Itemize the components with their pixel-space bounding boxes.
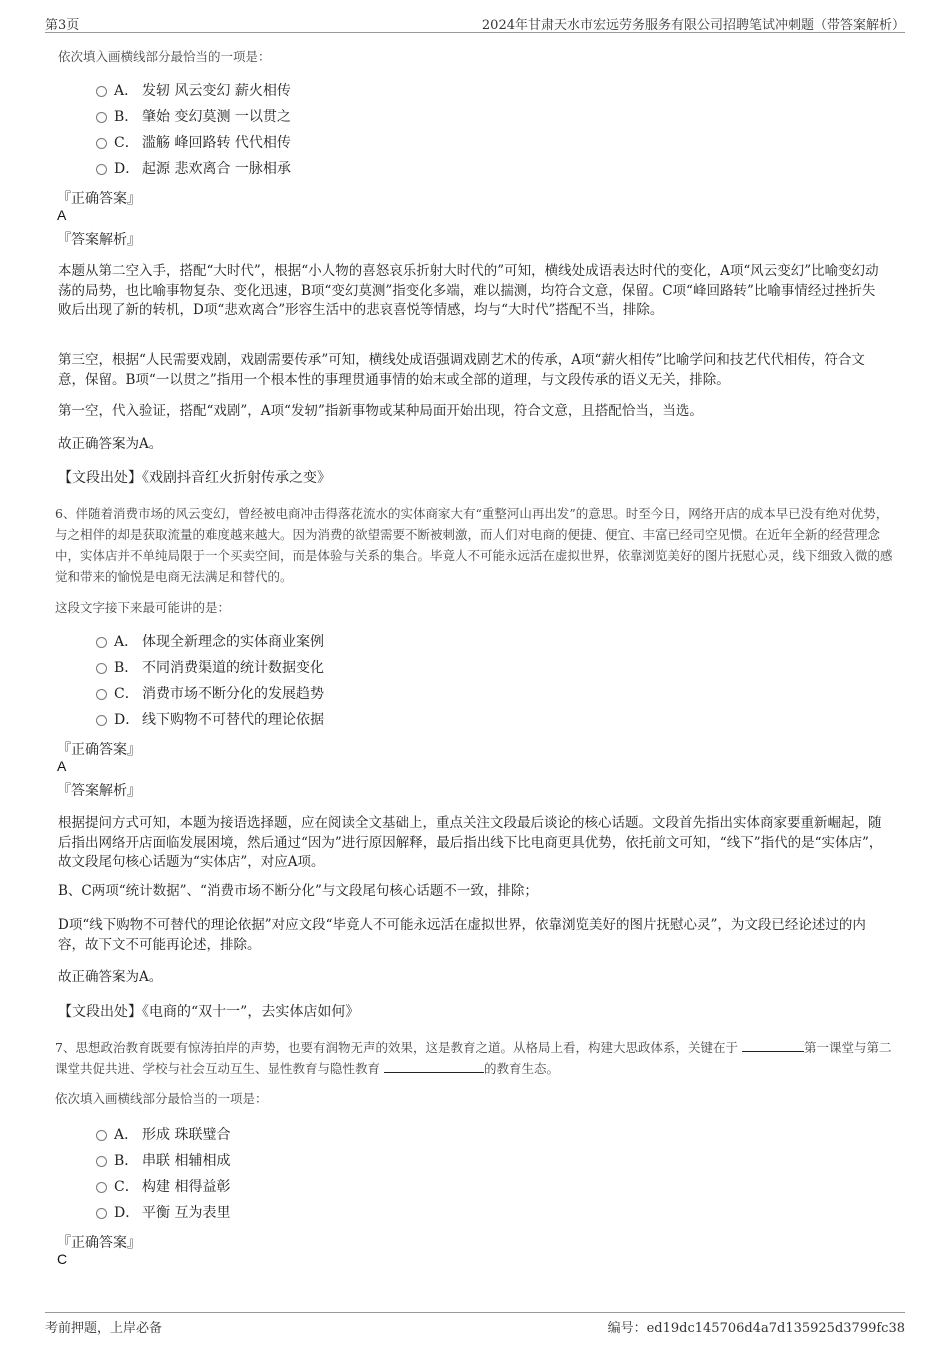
q7-stem: 7、思想政治教育既要有惊涛拍岸的声势，也要有润物无声的效果，这是教育之道。从格局上看，构建大思政体系，关键在于 第一课堂与第二课堂共促共进、学校与社会互动互生、显性教育与隐性教育 的教育生态。 (55, 1040, 892, 1076)
q5-analysis-p1: 本题从第二空入手，搭配“大时代”，根据“小人物的喜怒哀乐折射大时代的”可知，横线处成语表达时代的变化，A项“风云变幻”比喻变幻动荡的局势，也比喻事物复杂、变化迅速，B项“变幻莫测”指变化多端，难以揣测，均符合文意，保留。C项“峰回路转”比喻事情经过挫折失败后出现了新的转机，D项“悲欢离合”形容生活中的悲哀喜悦等情感，均与“大时代”搭配不当，排除。 (58, 263, 879, 318)
q7-option-a[interactable]: A． 形成 珠联璧合 (96, 1125, 230, 1145)
page-number: 第3页 (45, 18, 80, 33)
radio-icon[interactable] (96, 715, 107, 726)
page-footer (45, 1312, 905, 1337)
radio-icon[interactable] (96, 1182, 107, 1193)
q7-option-d[interactable]: D． 平衡 互为表里 (96, 1203, 230, 1223)
q6-option-b[interactable]: B． 不同消费渠道的统计数据变化 (96, 658, 324, 678)
q6-option-a[interactable]: A． 体现全新理念的实体商业案例 (96, 632, 324, 652)
q7-option-b[interactable]: B． 串联 相辅相成 (96, 1151, 230, 1171)
radio-icon[interactable] (96, 112, 107, 123)
q5-option-d[interactable]: D． 起源 悲欢离合 一脉相承 (96, 159, 291, 179)
q5-source: 【文段出处】《戏剧抖音红火折射传承之变》 (58, 470, 331, 486)
q6-answer: A (57, 758, 67, 774)
page-header (45, 12, 905, 33)
blank-line (742, 1039, 804, 1052)
radio-icon[interactable] (96, 1130, 107, 1141)
radio-icon[interactable] (96, 164, 107, 175)
q5-option-c[interactable]: C． 滥觞 峰回路转 代代相传 (96, 133, 291, 153)
q5-analysis-p2: 第三空，根据“人民需要戏剧，戏剧需要传承”可知，横线处成语强调戏剧艺术的传承，A项“薪火相传”比喻学问和技艺代代相传，符合文意，保留。B项“一以贯之”指用一个根本性的事理贯通事情的始末或全部的道理，与文段传承的语义无关，排除。 (58, 352, 865, 388)
q7-instruction: 依次填入画横线部分最恰当的一项是： (55, 1091, 268, 1106)
q6-stem: 6、伴随着消费市场的风云变幻，曾经被电商冲击得落花流水的实体商家大有“重整河山再出发”的意思。时至今日，网络开店的成本早已没有绝对优势，与之相伴的却是获取流量的难度越来越大。因为消费的欲望需要不断被刺激，而人们对电商的便捷、便宜、丰富已经司空见惯。在近年全新的经营理念中，实体店并不单纯局限于一个买卖空间，而是体验与关系的集合。毕竟人不可能永远活在虚拟世界，依靠浏览美好的图片抚慰心灵，线下细致入微的感觉和带来的愉悦是电商无法满足和替代的。 (55, 506, 893, 584)
q6-analysis-p3: D项“线下购物不可替代的理论依据”对应文段“毕竟人不可能永远活在虚拟世界，依靠浏览美好的图片抚慰心灵”，为文段已经论述过的内容，故下文不可能再论述，排除。 (58, 917, 866, 953)
q5-analysis-p4: 故正确答案为A。 (58, 436, 163, 452)
footer-slogan: 考前押题，上岸必备 (45, 1321, 163, 1336)
q5-analysis-p3: 第一空，代入验证，搭配“戏剧”，A项“发轫”指新事物或某种局面开始出现，符合文意，且搭配恰当，当选。 (58, 403, 703, 419)
radio-icon[interactable] (96, 689, 107, 700)
q5-analysis-label: 『答案解析』 (57, 232, 141, 248)
q6-analysis-p1: 根据提问方式可知，本题为接语选择题，应在阅读全文基础上，重点关注文段最后谈论的核心话题。文段首先指出实体商家要重新崛起，随后指出网络开店面临发展困境，然后通过“因为”进行原因解释，最后指出线下比电商更具优势，依托前文可知，“线下”指代的是“实体店”，故文段尾句核心话题为“实体店”，对应A项。 (58, 815, 883, 870)
q6-analysis-p4: 故正确答案为A。 (58, 969, 163, 985)
q7-answer-label: 『正确答案』 (57, 1235, 141, 1251)
q6-instruction: 这段文字接下来最可能讲的是： (55, 600, 231, 615)
radio-icon[interactable] (96, 1208, 107, 1219)
q6-option-d[interactable]: D． 线下购物不可替代的理论依据 (96, 710, 324, 730)
document-title: 2024年甘肃天水市宏远劳务服务有限公司招聘笔试冲刺题（带答案解析） (481, 18, 905, 33)
q5-option-a[interactable]: A． 发轫 风云变幻 薪火相传 (96, 81, 291, 101)
radio-icon[interactable] (96, 86, 107, 97)
q7-option-c[interactable]: C． 构建 相得益彰 (96, 1177, 230, 1197)
document-code: 编号：ed19dc145706d4a7d135925d3799fc38 (607, 1321, 905, 1336)
q6-source: 【文段出处】《电商的“双十一”，去实体店如何》 (58, 1004, 360, 1020)
radio-icon[interactable] (96, 663, 107, 674)
radio-icon[interactable] (96, 1156, 107, 1167)
blank-line (384, 1060, 484, 1073)
q5-answer-label: 『正确答案』 (57, 191, 141, 207)
q6-analysis-p2: B、C两项“统计数据”、“消费市场不断分化”与文段尾句核心话题不一致，排除； (58, 883, 538, 899)
q6-answer-label: 『正确答案』 (57, 742, 141, 758)
q7-answer: C (57, 1251, 68, 1267)
q6-analysis-label: 『答案解析』 (57, 783, 141, 799)
radio-icon[interactable] (96, 637, 107, 648)
radio-icon[interactable] (96, 138, 107, 149)
q5-instruction: 依次填入画横线部分最恰当的一项是： (58, 49, 271, 64)
q5-option-b[interactable]: B． 肇始 变幻莫测 一以贯之 (96, 107, 291, 127)
q5-answer: A (57, 207, 67, 223)
q6-option-c[interactable]: C． 消费市场不断分化的发展趋势 (96, 684, 324, 704)
